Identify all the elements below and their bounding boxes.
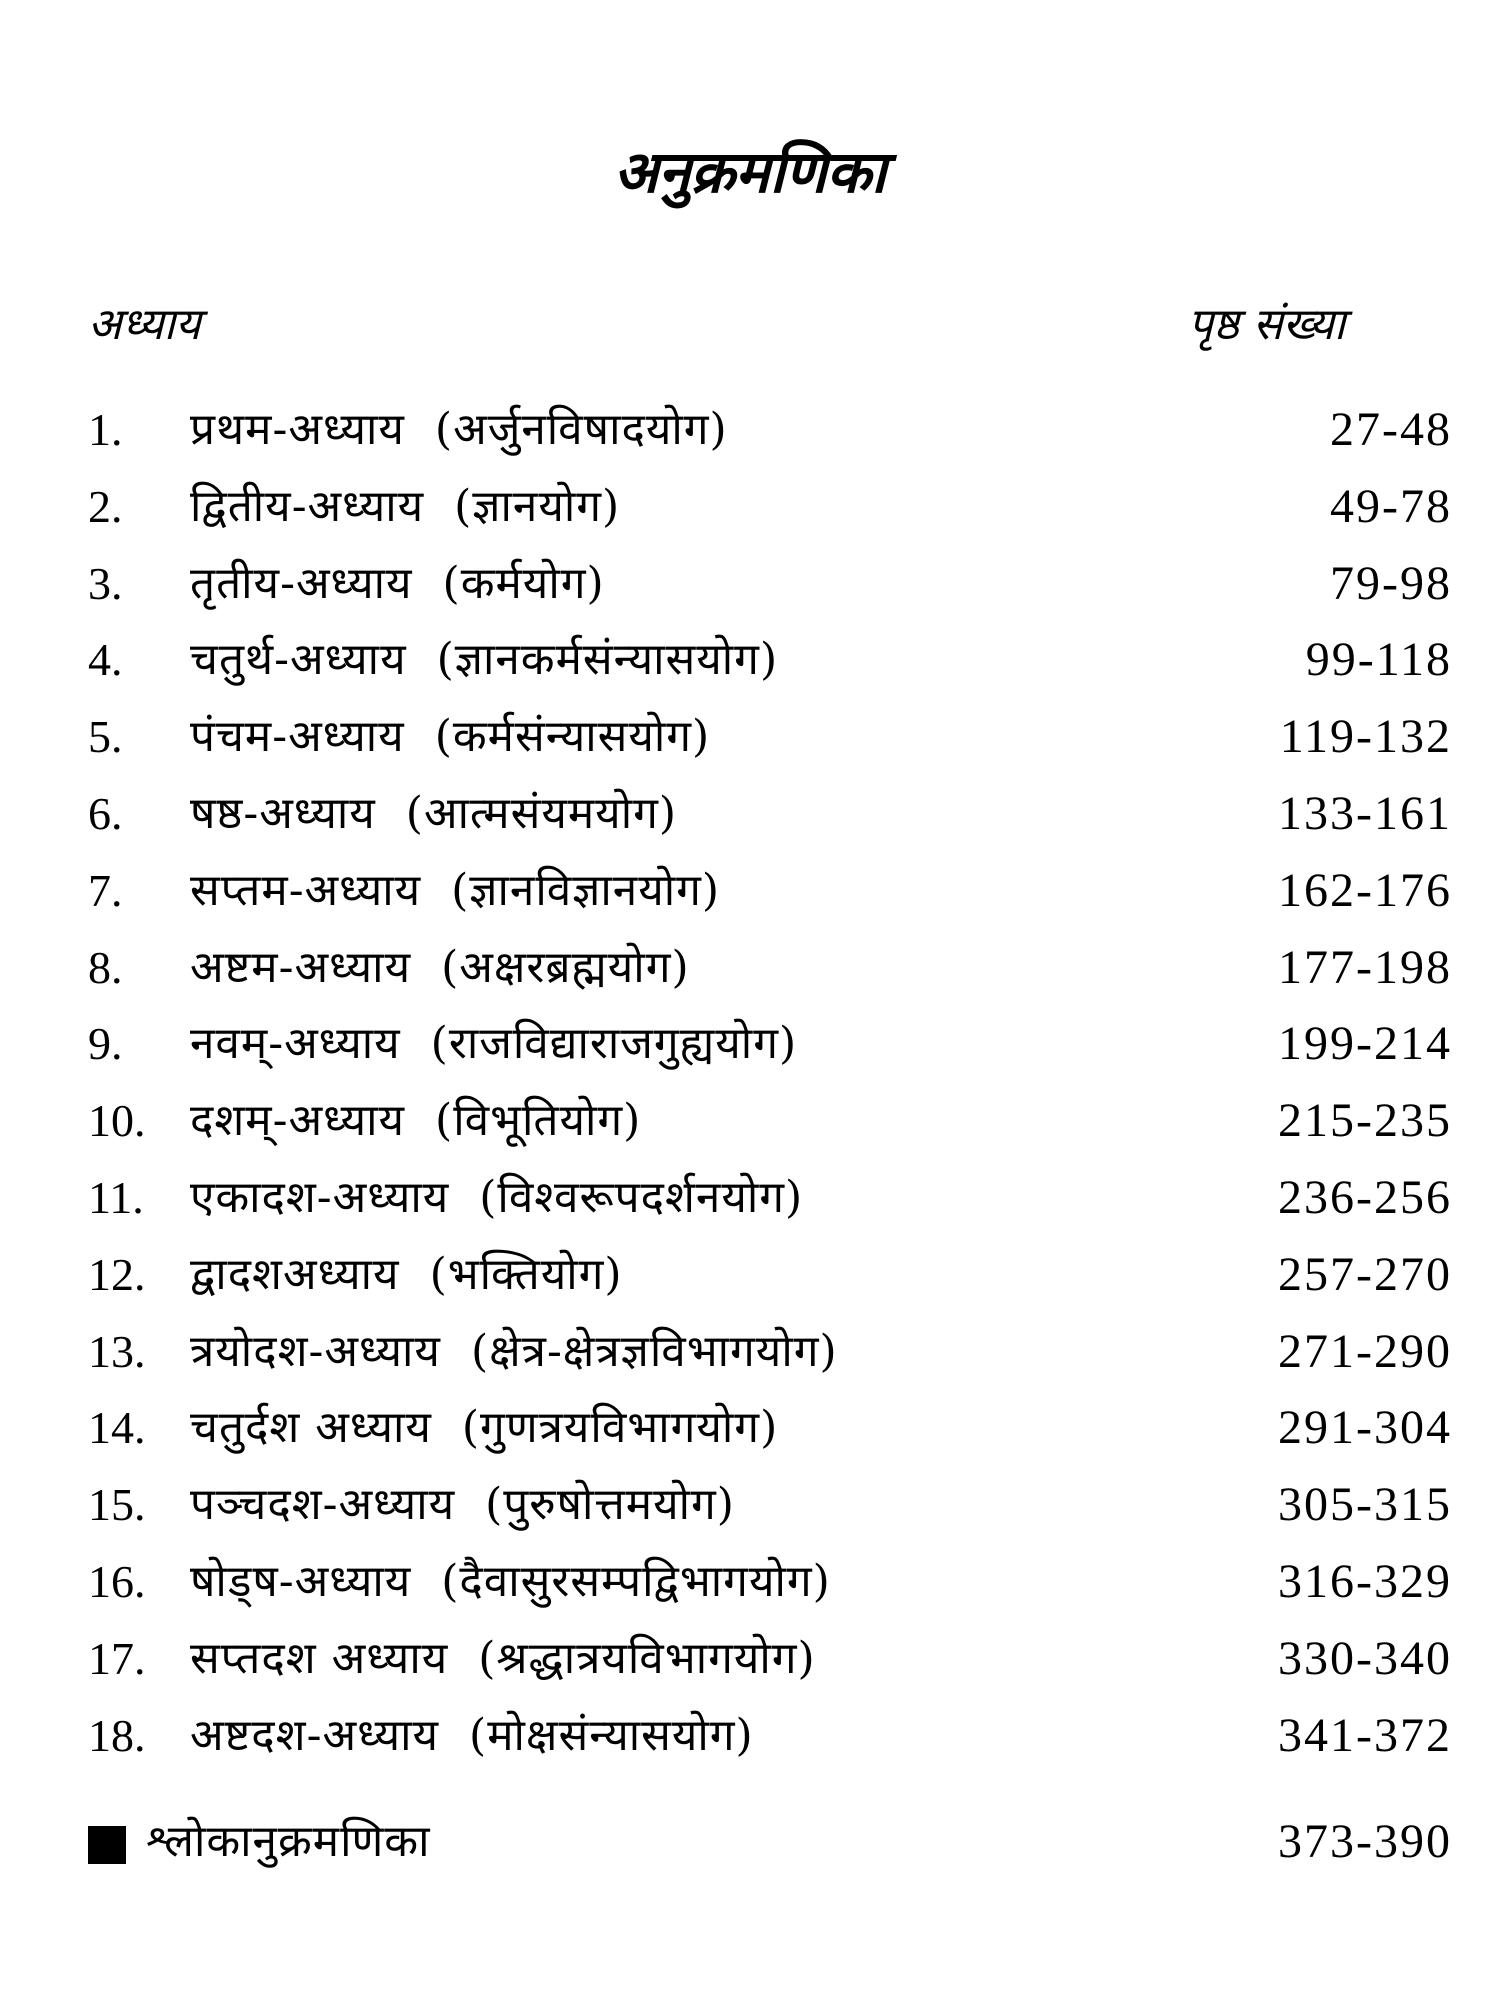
chapter-column-header: अध्याय xyxy=(88,299,201,350)
chapter-yoga: (श्रद्धात्रयविभागयोग) xyxy=(478,1632,816,1684)
chapter-title xyxy=(190,1390,778,1467)
chapter-yoga: (अर्जुनविषादयोग) xyxy=(434,404,728,455)
chapter-name: चतुर्थ-अध्याय xyxy=(190,634,407,686)
table-row xyxy=(0,1621,1500,1698)
table-of-contents xyxy=(0,392,1500,1774)
chapter-title xyxy=(190,1160,803,1237)
table-row xyxy=(0,1467,1500,1544)
chapter-name: प्रथम-अध्याय xyxy=(190,404,405,455)
chapter-yoga: (कर्मसंन्यासयोग) xyxy=(434,711,711,763)
table-row xyxy=(0,622,1500,699)
chapter-yoga: (विश्वरूपदर्शनयोग) xyxy=(479,1171,804,1223)
chapter-title xyxy=(190,699,710,776)
table-row xyxy=(0,699,1500,776)
chapter-number: 11. xyxy=(88,1171,144,1223)
page-number-column-header: पृष्ठ संख्या xyxy=(1188,299,1346,350)
chapter-name: षोड्ष-अध्याय xyxy=(190,1555,412,1607)
chapter-pages: 257-270 xyxy=(1278,1247,1452,1301)
table-row xyxy=(0,1390,1500,1467)
chapter-number: 5. xyxy=(88,711,123,763)
table-row xyxy=(0,1237,1500,1314)
chapter-name: अष्टदश-अध्याय xyxy=(190,1709,440,1761)
chapter-name: अष्टम-अध्याय xyxy=(190,941,412,993)
chapter-title xyxy=(190,1621,816,1698)
chapter-pages: 177-198 xyxy=(1278,940,1452,994)
chapter-yoga: (कर्मयोग) xyxy=(442,557,605,609)
chapter-pages: 79-98 xyxy=(1330,556,1452,610)
chapter-name: दशम्-अध्याय xyxy=(190,1095,406,1147)
chapter-yoga: (पुरुषोत्तमयोग) xyxy=(485,1479,735,1531)
chapter-number: 6. xyxy=(88,787,123,839)
table-row xyxy=(0,776,1500,853)
chapter-pages: 133-161 xyxy=(1278,786,1452,840)
chapter-number: 3. xyxy=(88,557,123,609)
table-row xyxy=(0,1083,1500,1160)
chapter-yoga: (भक्तियोग) xyxy=(429,1248,623,1300)
verse-index-entry xyxy=(0,1802,1500,1882)
chapter-name: तृतीय-अध्याय xyxy=(190,557,413,609)
chapter-title xyxy=(190,469,620,546)
verse-index-pages: 373-390 xyxy=(1278,1815,1452,1868)
table-row xyxy=(0,1698,1500,1775)
chapter-title xyxy=(190,1237,623,1314)
chapter-pages: 341-372 xyxy=(1278,1708,1452,1762)
chapter-yoga: (राजविद्याराजगुह्ययोग) xyxy=(430,1018,798,1070)
chapter-number: 14. xyxy=(88,1402,146,1454)
chapter-number: 12. xyxy=(88,1248,146,1300)
chapter-pages: 271-290 xyxy=(1278,1324,1452,1378)
chapter-title xyxy=(190,1467,735,1544)
chapter-name: सप्तदश अध्याय xyxy=(190,1632,449,1684)
chapter-pages: 199-214 xyxy=(1278,1017,1452,1071)
chapter-yoga: (ज्ञानविज्ञानयोग) xyxy=(451,864,721,916)
chapter-pages: 162-176 xyxy=(1278,863,1452,917)
chapter-number: 16. xyxy=(88,1555,146,1607)
chapter-title xyxy=(190,1006,797,1083)
chapter-number: 8. xyxy=(88,941,123,993)
chapter-number: 15. xyxy=(88,1479,146,1531)
chapter-yoga: (दैवासुरसम्पद्विभागयोग) xyxy=(441,1555,831,1607)
chapter-pages: 49-78 xyxy=(1330,479,1452,533)
chapter-pages: 215-235 xyxy=(1278,1094,1452,1148)
chapter-title xyxy=(190,1314,838,1391)
chapter-name: एकादश-अध्याय xyxy=(190,1171,450,1223)
chapter-pages: 119-132 xyxy=(1279,710,1452,764)
chapter-name: पंचम-अध्याय xyxy=(190,711,405,763)
page-title: अनुक्रमणिका xyxy=(613,138,887,206)
chapter-number: 13. xyxy=(88,1325,146,1377)
chapter-pages: 305-315 xyxy=(1278,1478,1452,1532)
chapter-name: द्वादशअध्याय xyxy=(190,1248,400,1300)
table-row xyxy=(0,1160,1500,1237)
chapter-title xyxy=(190,1083,641,1160)
chapter-title xyxy=(190,853,720,930)
table-row xyxy=(0,392,1500,469)
chapter-title xyxy=(190,776,677,853)
table-row xyxy=(0,469,1500,546)
chapter-title xyxy=(190,1544,831,1621)
chapter-yoga: (ज्ञानकर्मसंन्यासयोग) xyxy=(436,634,779,686)
table-row xyxy=(0,930,1500,1007)
chapter-pages: 316-329 xyxy=(1278,1554,1452,1608)
chapter-yoga: (गुणत्रयविभागयोग) xyxy=(461,1402,779,1454)
chapter-yoga: (ज्ञानयोग) xyxy=(454,480,621,532)
chapter-number: 10. xyxy=(88,1095,146,1147)
chapter-pages: 330-340 xyxy=(1278,1631,1452,1685)
chapter-pages: 236-256 xyxy=(1278,1170,1452,1224)
chapter-yoga: (आत्मसंयमयोग) xyxy=(405,787,678,839)
chapter-yoga: (अक्षरब्रह्मयोग) xyxy=(441,941,690,993)
chapter-pages: 99-118 xyxy=(1305,633,1452,687)
table-row xyxy=(0,1314,1500,1391)
chapter-pages: 27-48 xyxy=(1330,403,1452,456)
table-row xyxy=(0,1544,1500,1621)
table-row xyxy=(0,546,1500,623)
table-row xyxy=(0,1006,1500,1083)
table-row xyxy=(0,853,1500,930)
chapter-name: द्वितीय-अध्याय xyxy=(190,480,425,532)
chapter-number: 1. xyxy=(88,404,123,455)
chapter-name: पञ्चदश-अध्याय xyxy=(190,1479,456,1531)
chapter-title xyxy=(190,930,690,1007)
chapter-name: षष्ठ-अध्याय xyxy=(190,787,376,839)
chapter-number: 2. xyxy=(88,480,123,532)
chapter-title xyxy=(190,622,778,699)
chapter-name: नवम्-अध्याय xyxy=(190,1018,401,1070)
chapter-number: 4. xyxy=(88,634,123,686)
square-bullet-icon xyxy=(88,1826,126,1864)
chapter-name: चतुर्दश अध्याय xyxy=(190,1402,432,1454)
chapter-title xyxy=(190,546,605,623)
chapter-number: 18. xyxy=(88,1709,146,1761)
chapter-pages: 291-304 xyxy=(1278,1401,1452,1455)
chapter-yoga: (विभूतियोग) xyxy=(435,1095,642,1147)
verse-index-label: श्लोकानुक्रमणिका xyxy=(146,1816,431,1867)
chapter-number: 17. xyxy=(88,1632,146,1684)
chapter-yoga: (मोक्षसंन्यासयोग) xyxy=(469,1709,754,1761)
chapter-title xyxy=(190,392,728,469)
chapter-number: 7. xyxy=(88,864,123,916)
chapter-yoga: (क्षेत्र-क्षेत्रज्ञविभागयोग) xyxy=(470,1325,838,1377)
chapter-name: त्रयोदश-अध्याय xyxy=(190,1325,441,1377)
chapter-name: सप्तम-अध्याय xyxy=(190,864,422,916)
chapter-title xyxy=(190,1698,754,1775)
chapter-number: 9. xyxy=(88,1018,123,1070)
